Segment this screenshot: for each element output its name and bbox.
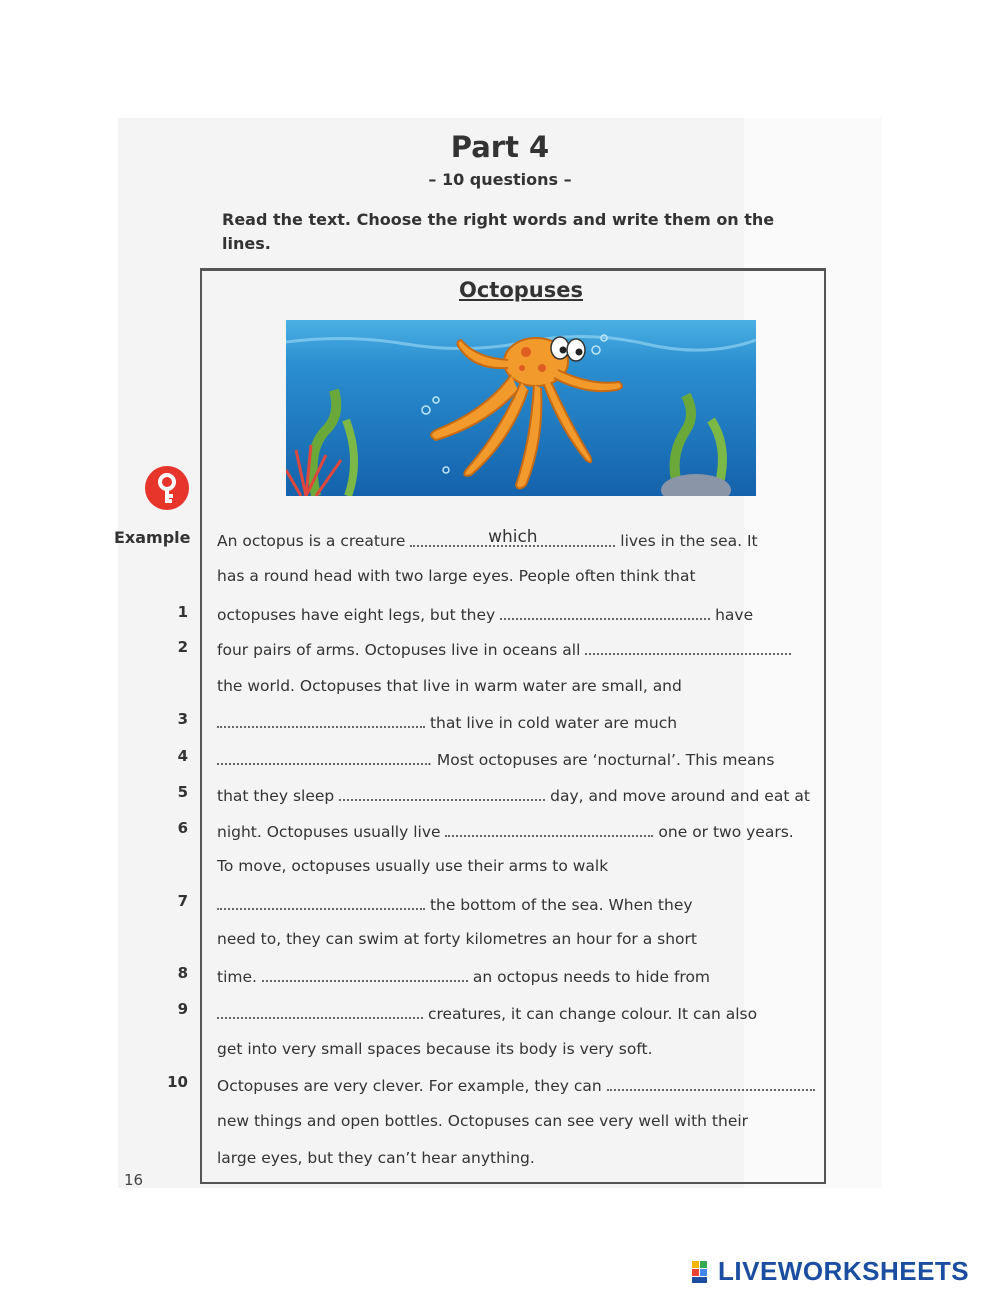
answer-blank-9[interactable] [217,1003,423,1019]
question-number-10: 10 [167,1073,188,1091]
part-subtitle: – 10 questions – [428,170,572,189]
question-number-2: 2 [177,638,188,656]
text-line: . Most octopuses are ‘nocturnal’. This means [217,749,774,769]
example-label: Example [114,528,191,547]
text-line: An octopus is a creature which lives in the sea. It [217,527,758,550]
text-line: To move, octopuses usually use their arms to walk [217,857,609,875]
question-number-6: 6 [177,819,188,837]
text-line: the bottom of the sea. When they [217,894,693,914]
text-line: that live in cold water are much [217,712,677,732]
liveworksheets-logo-icon [692,1261,716,1283]
example-answer: which [488,527,538,547]
text-line: that they sleep day, and move around and eat at [217,787,810,805]
answer-blank-1[interactable] [500,604,710,620]
answer-blank-3[interactable] [217,712,425,728]
text-title: Octopuses [459,278,583,302]
question-number-4: 4 [177,747,188,765]
page-number: 16 [124,1171,144,1189]
part-title: Part 4 [450,130,550,164]
instructions: Read the text. Choose the right words and write them on the lines. [222,210,775,253]
brand-logo[interactable]: LIVEWORKSHEETS [718,1256,970,1286]
text-line: new things and open bottles. Octopuses can see very well with their [217,1112,749,1130]
question-number-8: 8 [177,964,188,982]
answer-blank-10[interactable] [607,1075,815,1091]
octopus-illustration [286,320,756,496]
question-number-7: 7 [177,892,188,910]
answer-blank-5[interactable] [339,785,545,801]
answer-blank-4[interactable] [217,749,427,765]
text-line: need to, they can swim at forty kilometres an hour for a short [217,930,697,948]
text-line: the world. Octopuses that live in warm water are small, and [217,677,682,695]
question-number-1: 1 [177,603,188,621]
answer-blank-8[interactable] [262,966,468,982]
text-line: creatures, it can change colour. It can also [217,1003,757,1023]
key-icon [144,465,190,511]
answer-blank-7[interactable] [217,894,425,910]
text-line: large eyes, but they can’t hear anything. [217,1149,535,1167]
answer-blank-2[interactable] [585,639,791,655]
text-line: get into very small spaces because its body is very soft. [217,1040,653,1058]
answer-blank-6[interactable] [445,821,653,837]
text-line: has a round head with two large eyes. People often think that [217,567,696,585]
question-number-5: 5 [177,783,188,801]
text-line: Octopuses are very clever. For example, they can [217,1075,815,1095]
text-line: night. Octopuses usually live one or two years. [217,823,794,841]
question-number-9: 9 [177,1000,188,1018]
question-number-3: 3 [177,710,188,728]
text-line: octopuses have eight legs, but they have [217,606,754,624]
text-line: four pairs of arms. Octopuses live in oceans all [217,639,791,659]
text-line: time. an octopus needs to hide from [217,968,711,986]
